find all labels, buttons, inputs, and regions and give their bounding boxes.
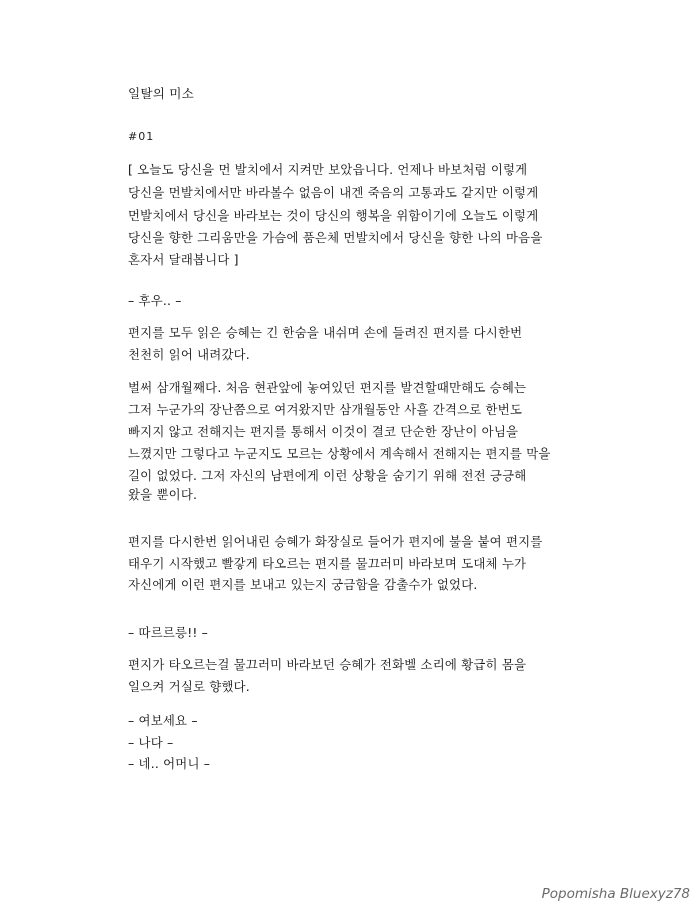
dialogue-line: – 나다 – xyxy=(128,735,174,750)
text-line: [ 오늘도 당신을 먼 발치에서 지켜만 보았읍니다. 언제나 바보처럼 이렇게 xyxy=(128,162,528,177)
text-line: 당신을 먼발치에서만 바라볼수 없음이 내겐 죽음의 고통과도 같지만 이렇게 xyxy=(128,185,539,200)
text-line: 빠지지 않고 전해지는 편지를 통해서 이것이 결코 단순한 장난이 아님을 xyxy=(128,424,519,439)
text-line: 태우기 시작했고 빨갛게 타오르는 편지를 물끄러미 바라보며 도대체 누가 xyxy=(128,556,527,571)
dialogue-line: – 네.. 어머니 – xyxy=(128,756,211,771)
text-line: 편지가 타오르는걸 물끄러미 바라보던 승혜가 전화벨 소리에 황급히 몸을 xyxy=(128,657,527,672)
text-line: 당신을 향한 그리움만을 가슴에 품은체 먼발치에서 당신을 향한 나의 마음을 xyxy=(128,230,543,245)
text-line: – 따르르릉!! – xyxy=(128,625,209,640)
text-line: 편지를 다시한번 읽어내린 승혜가 화장실로 들어가 편지에 불을 붙여 편지를 xyxy=(128,534,543,549)
text-line: 그저 누군가의 장난쯤으로 여겨왔지만 삼개월동안 사흘 간격으로 한번도 xyxy=(128,402,523,417)
text-line: 편지를 모두 읽은 승혜는 긴 한숨을 내쉬며 손에 들려진 편지를 다시한번 xyxy=(128,325,523,340)
text-line: 자신에게 이런 편지를 보내고 있는지 궁금함을 감출수가 없었다. xyxy=(128,577,478,592)
text-line: 느꼈지만 그렇다고 누군지도 모르는 상황에서 계속해서 전해지는 편지를 막을 xyxy=(128,446,551,461)
text-line: – 후우.. – xyxy=(128,293,182,308)
text-line: 왔을 뿐이다. xyxy=(128,487,198,502)
text-line: 길이 없었다. 그저 자신의 남편에게 이런 상황을 숨기기 위해 전전 긍긍해 xyxy=(128,468,527,483)
text-line: 벌써 삼개월째다. 처음 현관앞에 놓여있던 편지를 발견할때만해도 승혜는 xyxy=(128,380,527,395)
text-line: 혼자서 달래봅니다 ] xyxy=(128,252,239,267)
watermark: Popomisha Bluexyz78 xyxy=(541,886,690,902)
text-line: 일으켜 거실로 향했다. xyxy=(128,679,250,694)
document-title: 일탈의 미소 xyxy=(128,86,195,101)
chapter-number: #01 xyxy=(128,130,155,143)
text-line: 천천히 읽어 내려갔다. xyxy=(128,347,250,362)
dialogue-line: – 여보세요 – xyxy=(128,713,198,728)
text-line: 먼발치에서 당신을 바라보는 것이 당신의 행복을 위함이기에 오늘도 이렇게 xyxy=(128,208,539,223)
